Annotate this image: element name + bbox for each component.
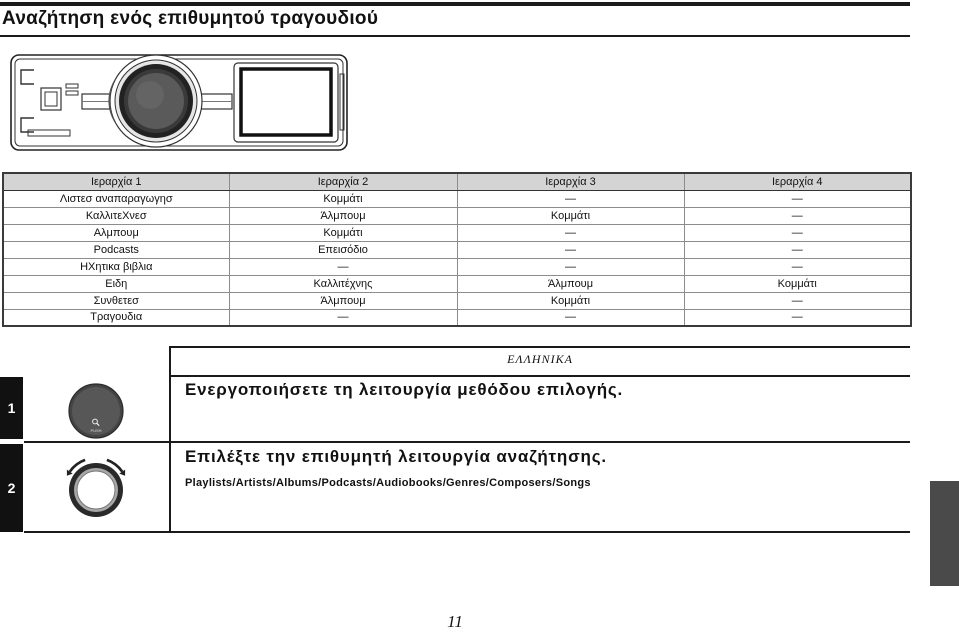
table-cell: Αλμπουμ [3, 224, 229, 241]
table-cell: Άλμπουμ [229, 292, 457, 309]
step-2-detail: Playlists/Artists/Albums/Podcasts/Audiobooks/Genres/Composers/Songs [185, 477, 591, 489]
table-header-cell: Ιεραρχία 1 [3, 173, 229, 190]
table-cell: — [684, 207, 911, 224]
table-header-cell: Ιεραρχία 4 [684, 173, 911, 190]
volume-knob [108, 55, 202, 147]
table-cell: Λιστεσ αναπαραγωγησ [3, 190, 229, 207]
table-cell: — [684, 224, 911, 241]
table-header-cell: Ιεραρχία 3 [457, 173, 684, 190]
display-screen [234, 63, 338, 142]
table-cell: — [229, 258, 457, 275]
table-cell: — [457, 241, 684, 258]
table-cell: Ειδη [3, 275, 229, 292]
table-cell: Τραγουδια [3, 309, 229, 326]
table-cell: ΚαλλιτεΧνεσ [3, 207, 229, 224]
table-row [3, 241, 911, 258]
table-cell: Επεισόδιο [229, 241, 457, 258]
table-cell: — [457, 190, 684, 207]
table-row [3, 258, 911, 275]
table-cell: Άλμπουμ [457, 275, 684, 292]
table-cell: Κομμάτι [457, 207, 684, 224]
table-cell: Κομμάτι [229, 224, 457, 241]
table-cell: — [229, 309, 457, 326]
push-knob-icon [69, 384, 123, 438]
step-number-2: 2 [0, 444, 23, 532]
table-cell: Κομμάτι [684, 275, 911, 292]
push-label: PUSH [90, 428, 102, 433]
table-cell: Καλλιτέχνης [229, 275, 457, 292]
table-cell: ΗΧητικα βιβλια [3, 258, 229, 275]
table-cell: — [457, 309, 684, 326]
language-bottom-rule [169, 375, 910, 377]
rotate-knob-icon [67, 460, 125, 517]
table-row [3, 190, 911, 207]
step-icons [24, 377, 170, 532]
section-side-tab [930, 481, 959, 586]
top-rule [0, 2, 910, 6]
table-cell: Κομμάτι [457, 292, 684, 309]
page-title: Αναζήτηση ενός επιθυμητού τραγουδιού [2, 8, 379, 29]
table-header-row [3, 173, 911, 190]
table-cell: — [684, 292, 911, 309]
table-row [3, 275, 911, 292]
car-stereo-illustration [0, 50, 360, 155]
table-cell: Άλμπουμ [229, 207, 457, 224]
table-cell: — [457, 224, 684, 241]
step-2-instruction: Επιλέξτε την επιθυμητή λειτουργία αναζήτησης. [185, 447, 607, 466]
table-cell: Podcasts [3, 241, 229, 258]
step-1-instruction: Ενεργοποιήσετε τη λειτουργία μεθόδου επιλογής. [185, 380, 624, 399]
table-cell: — [684, 258, 911, 275]
table-cell: — [684, 309, 911, 326]
hierarchy-table [2, 172, 912, 327]
table-cell: Συνθετεσ [3, 292, 229, 309]
table-header-cell: Ιεραρχία 2 [229, 173, 457, 190]
title-underline [0, 35, 910, 37]
table-row [3, 207, 911, 224]
page-number: 11 [447, 612, 463, 631]
table-row [3, 309, 911, 326]
table-cell: Κομμάτι [229, 190, 457, 207]
table-cell: — [684, 190, 911, 207]
table-row [3, 292, 911, 309]
table-cell: — [457, 258, 684, 275]
table-cell: — [684, 241, 911, 258]
language-label: ΕΛΛΗΝΙΚΑ [507, 352, 573, 366]
step-number-1: 1 [0, 377, 23, 439]
table-row [3, 224, 911, 241]
language-top-rule [169, 346, 910, 348]
